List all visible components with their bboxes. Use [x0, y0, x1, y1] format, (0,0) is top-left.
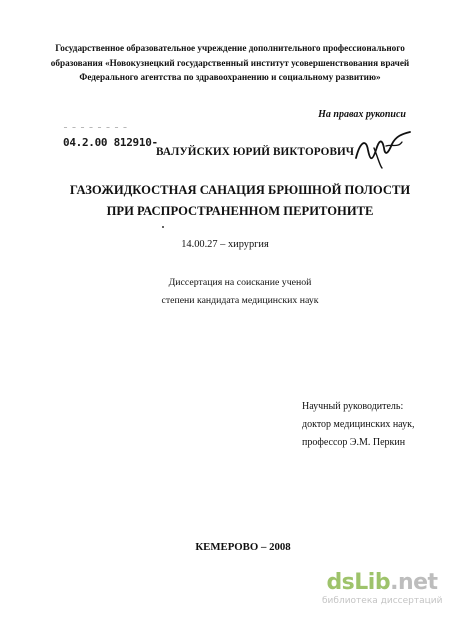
watermark-name-part2: .net [390, 570, 438, 595]
supervisor-name: профессор Э.М. Перкин [302, 437, 406, 448]
scan-speck [162, 226, 164, 228]
dslib-watermark[interactable] [322, 571, 442, 607]
watermark-name-part1: dsLib [326, 570, 391, 595]
dissertation-title [30, 180, 450, 222]
supervisor-role: Научный руководитель: [302, 401, 404, 412]
rights-note: На правах рукописи [318, 109, 406, 120]
institution-header [40, 41, 420, 85]
supervisor-degree: доктор медицинских наук, [302, 419, 415, 430]
author-signature-image [352, 128, 414, 170]
dissertation-type-line-1: Диссертация на соискание ученой [168, 277, 312, 288]
supervisor-block [302, 398, 414, 452]
watermark-subtitle: библиотека диссертаций [322, 596, 443, 606]
author-name: ВАЛУЙСКИХ ЮРИЙ ВИКТОРОВИЧ [156, 146, 355, 158]
institution-line-3: Федерального агентства по здравоохранению и социальному развитию» [79, 72, 381, 82]
scan-marks: – – – – – – – – [64, 125, 129, 131]
city-year: КЕМЕРОВО – 2008 [195, 541, 291, 553]
watermark-logo-text [322, 571, 442, 595]
dissertation-type-line-2: степени кандидата медицинских наук [161, 295, 319, 306]
institution-line-2: образования «Новокузнецкий государственный институт усовершенствования врачей [50, 57, 410, 68]
institution-line-1: Государственное образовательное учреждение дополнительного профессионального [55, 43, 405, 53]
specialty-code: 14.00.27 – хирургия [181, 239, 269, 250]
library-stamp-number: 04.2.00 812910- [63, 136, 158, 149]
dissertation-type [30, 274, 450, 310]
title-line-2: ПРИ РАСПРОСТРАНЕННОМ ПЕРИТОНИТЕ [106, 204, 374, 218]
title-line-1: ГАЗОЖИДКОСТНАЯ САНАЦИЯ БРЮШНОЙ ПОЛОСТИ [69, 183, 411, 197]
